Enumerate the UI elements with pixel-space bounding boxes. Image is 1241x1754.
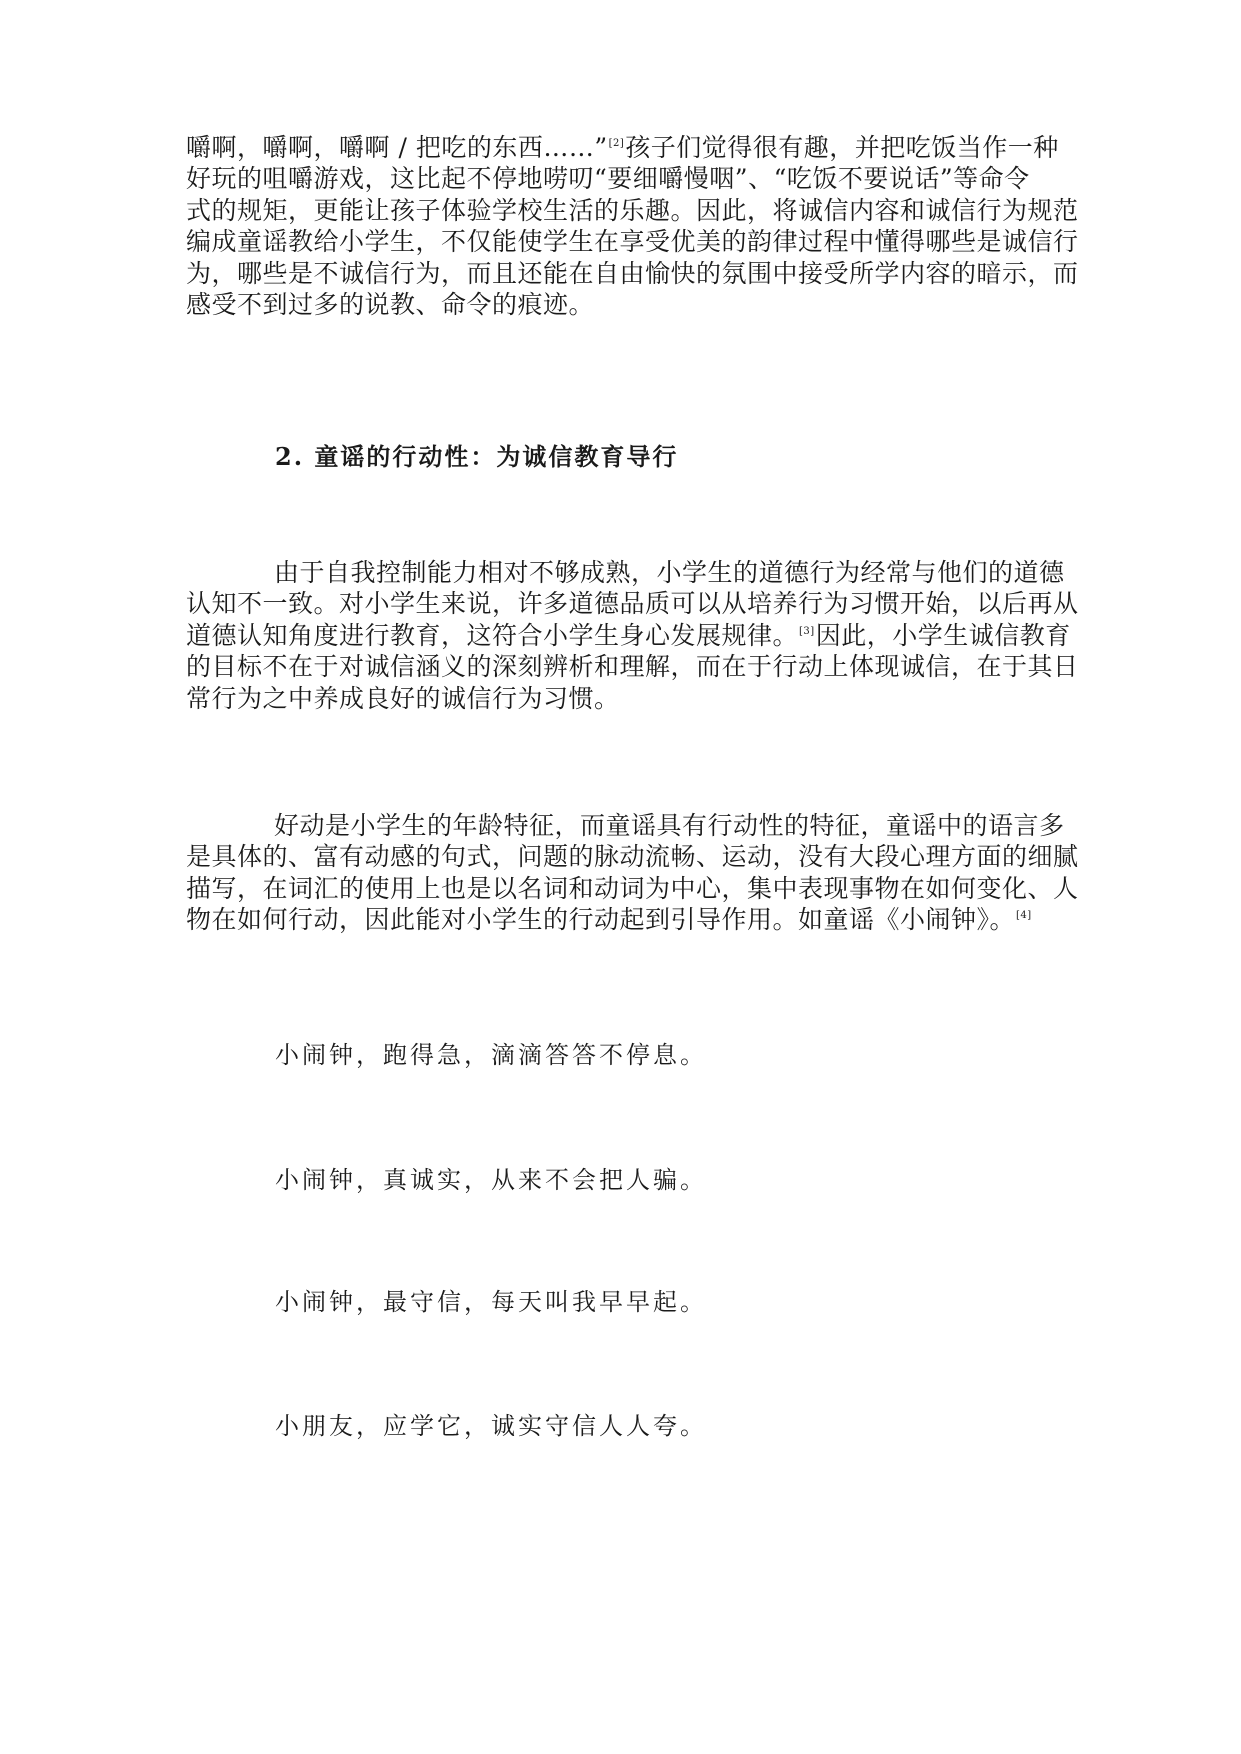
paragraph-line: 感受不到过多的说教、命令的痕迹。 (186, 290, 595, 320)
text-segment: 物在如何行动，因此能对小学生的行动起到引导作用。如童谣《小闹钟》。 (186, 905, 1016, 935)
verse-line-4: 小朋友，应学它，诚实守信人人夸。 (275, 1412, 707, 1440)
paragraph-line: 描写，在词汇的使用上也是以名词和动词为中心，集中表现事物在如何变化、人 (186, 873, 1079, 903)
verse-line-1: 小闹钟，跑得急，滴滴答答不停息。 (275, 1041, 707, 1069)
paragraph-line (186, 557, 1065, 588)
text-segment: 嚼啊，嚼啊，嚼啊 / 把吃的东西……” (186, 133, 608, 162)
citation-ref: [4] (1016, 910, 1032, 922)
paragraph-line: 的目标不在于对诚信涵义的深刻辨析和理解，而在于行动上体现诚信，在于其日 (186, 652, 1079, 682)
text-segment: 孩子们觉得很有趣，并把吃饭当作一种 (625, 133, 1059, 162)
paragraph-line: 式的规矩，更能让孩子体验学校生活的乐趣。因此，将诚信内容和诚信行为规范 (186, 195, 1079, 225)
paragraph-line: 认知不一致。对小学生来说，许多道德品质可以从培养行为习惯开始，以后再从 (186, 589, 1079, 619)
paragraph-line (186, 810, 1065, 841)
text-segment: 因此，小学生诚信教育 (815, 620, 1071, 650)
text-segment: 好动是小学生的年龄特征，而童谣具有行动性的特征，童谣中的语言多 (274, 811, 1065, 840)
paragraph-1 (186, 132, 1079, 320)
paragraph-3 (186, 810, 1079, 936)
verse-line-2: 小闹钟，真诚实，从来不会把人骗。 (275, 1166, 707, 1194)
paragraph-line: 常行为之中养成良好的诚信行为习惯。 (186, 683, 620, 713)
paragraph-line: 好玩的咀嚼游戏，这比起不停地唠叨“要细嚼慢咽”、“吃饭不要说话”等命令 (186, 164, 1030, 194)
paragraph-line (186, 132, 1059, 163)
paragraph-line: 编成童谣教给小学生，不仅能使学生在享受优美的韵律过程中懂得哪些是诚信行 (186, 227, 1079, 257)
verse-line-3: 小闹钟，最守信，每天叫我早早起。 (275, 1288, 707, 1316)
paragraph-line: 是具体的、富有动感的句式，问题的脉动流畅、运动，没有大段心理方面的细腻 (186, 842, 1079, 872)
paragraph-line: 为，哪些是不诚信行为，而且还能在自由愉快的氛围中接受所学内容的暗示，而 (186, 258, 1079, 288)
section-heading: 2. 童谣的行动性：为诚信教育导行 (275, 442, 679, 471)
paragraph-line (186, 620, 1071, 651)
paragraph-line (186, 904, 1056, 935)
paragraph-2 (186, 557, 1079, 714)
text-segment: 由于自我控制能力相对不够成熟，小学生的道德行为经常与他们的道德 (274, 558, 1065, 587)
text-segment: 道德认知角度进行教育，这符合小学生身心发展规律。 (186, 620, 799, 650)
citation-ref: [3] (799, 625, 815, 637)
citation-ref: [2] (608, 138, 625, 149)
